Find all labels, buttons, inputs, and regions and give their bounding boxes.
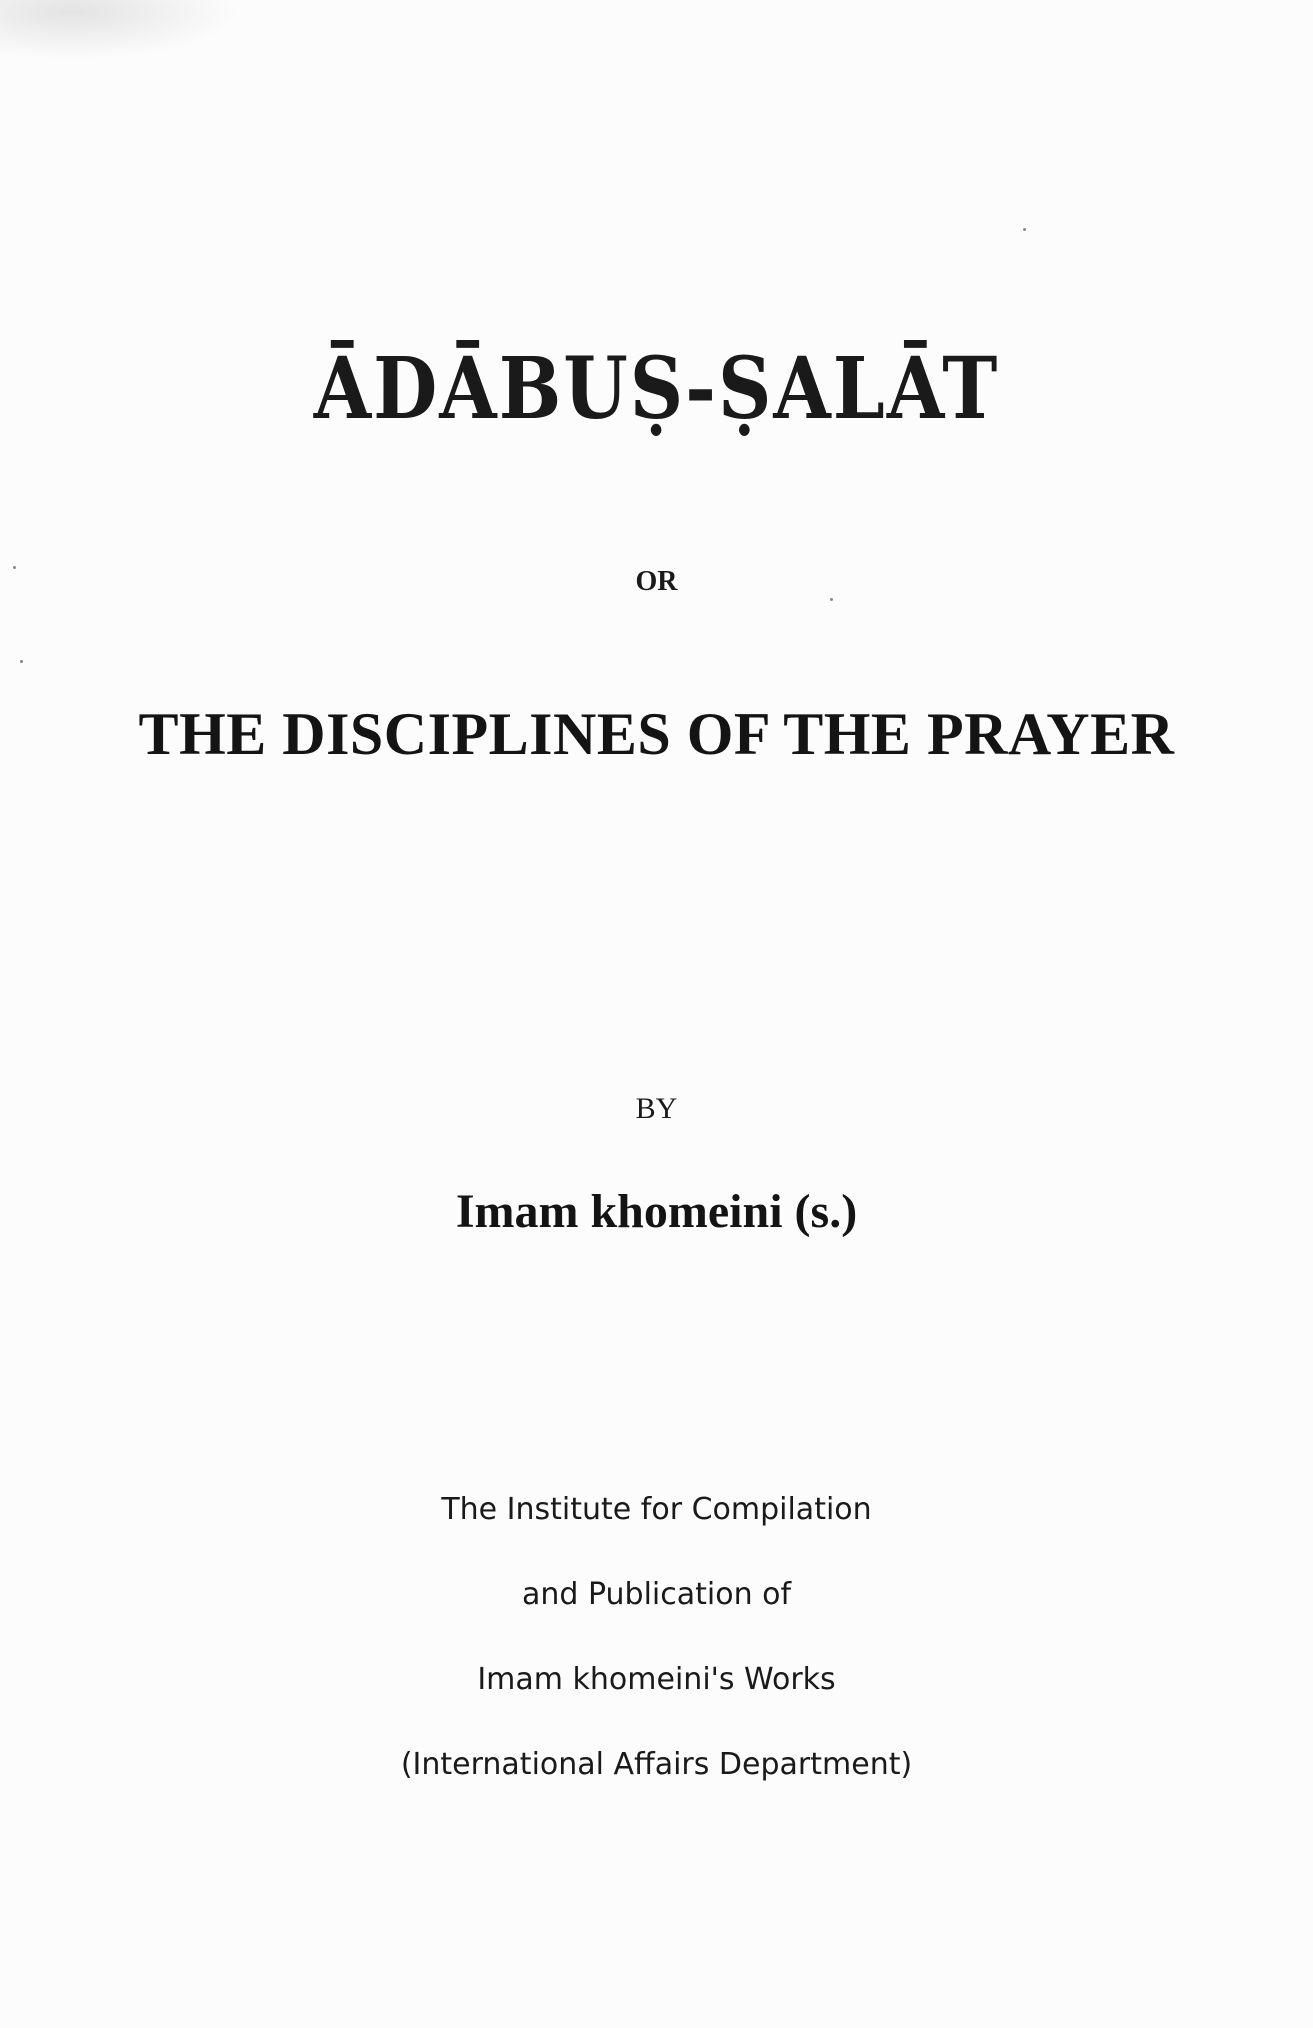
scan-speck xyxy=(830,598,833,601)
publisher-line: The Institute for Compilation xyxy=(441,1492,872,1527)
publisher-block xyxy=(0,1490,1313,1830)
or-label: OR xyxy=(635,566,678,597)
scan-smudge xyxy=(0,0,240,60)
scan-speck xyxy=(13,566,16,569)
by-label: BY xyxy=(635,1092,678,1125)
book-title: ĀDĀBUṢ-ṢALĀT xyxy=(313,339,1000,439)
author-name: Imam khomeini (s.) xyxy=(455,1185,858,1238)
publisher-line: (International Affairs Department) xyxy=(400,1747,913,1782)
publisher-line: and Publication of xyxy=(521,1577,792,1612)
scan-speck xyxy=(1023,228,1026,231)
scan-speck xyxy=(20,660,23,663)
book-subtitle: THE DISCIPLINES OF THE PRAYER xyxy=(138,701,1175,767)
publisher-line: Imam khomeini's Works xyxy=(477,1662,836,1697)
